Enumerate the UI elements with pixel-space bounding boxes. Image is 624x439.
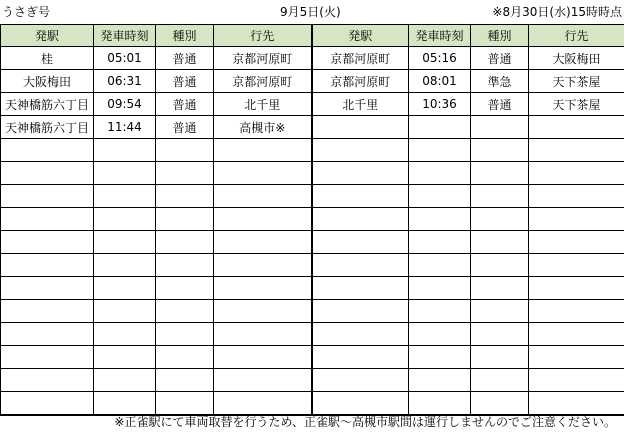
cell-destination xyxy=(529,185,624,208)
cell-train-type: 普通 xyxy=(156,47,214,70)
cell-destination xyxy=(529,277,624,300)
table-row xyxy=(1,162,624,185)
cell-departure-time xyxy=(94,139,156,162)
cell-destination xyxy=(529,346,624,369)
cell-destination xyxy=(214,277,312,300)
cell-departure-time xyxy=(94,277,156,300)
cell-departure-station xyxy=(312,392,409,416)
cell-departure-station xyxy=(1,369,94,392)
cell-train-type xyxy=(471,277,529,300)
cell-train-type xyxy=(471,185,529,208)
column-header-departure-station-outbound: 発駅 xyxy=(1,25,94,47)
cell-train-type xyxy=(156,208,214,231)
cell-destination xyxy=(214,323,312,346)
cell-departure-station xyxy=(312,162,409,185)
cell-departure-station xyxy=(312,346,409,369)
cell-train-type xyxy=(471,323,529,346)
cell-departure-station xyxy=(1,346,94,369)
cell-departure-time xyxy=(409,208,471,231)
cell-train-type xyxy=(471,346,529,369)
cell-train-type: 準急 xyxy=(471,70,529,93)
table-row xyxy=(1,300,624,323)
cell-train-type xyxy=(471,231,529,254)
cell-departure-time: 11:44 xyxy=(94,116,156,139)
cell-departure-station xyxy=(1,392,94,416)
cell-departure-time xyxy=(409,231,471,254)
cell-departure-time xyxy=(94,208,156,231)
cell-train-type: 普通 xyxy=(471,93,529,116)
cell-departure-time: 06:31 xyxy=(94,70,156,93)
cell-departure-station xyxy=(312,139,409,162)
cell-train-type xyxy=(156,162,214,185)
cell-train-type xyxy=(471,369,529,392)
cell-departure-station xyxy=(312,116,409,139)
column-header-row xyxy=(1,25,624,47)
table-row xyxy=(1,369,624,392)
cell-destination xyxy=(529,116,624,139)
cell-train-type xyxy=(471,116,529,139)
date-label: 9月5日(火) xyxy=(280,5,341,19)
cell-destination xyxy=(214,231,312,254)
column-header-departure-time-outbound: 発車時刻 xyxy=(94,25,156,47)
cell-train-type xyxy=(156,346,214,369)
table-row xyxy=(1,277,624,300)
cell-departure-time: 10:36 xyxy=(409,93,471,116)
cell-destination xyxy=(529,139,624,162)
cell-train-type xyxy=(471,300,529,323)
table-row xyxy=(1,323,624,346)
cell-destination xyxy=(214,369,312,392)
cell-departure-station: 京都河原町 xyxy=(312,47,409,70)
cell-departure-time: 09:54 xyxy=(94,93,156,116)
column-header-destination-return: 行先 xyxy=(529,25,624,47)
table-row xyxy=(1,185,624,208)
cell-departure-station xyxy=(312,185,409,208)
table-row xyxy=(1,231,624,254)
cell-departure-station xyxy=(1,254,94,277)
cell-departure-station xyxy=(1,300,94,323)
sheet-header xyxy=(0,0,624,24)
cell-destination xyxy=(214,162,312,185)
cell-departure-time xyxy=(409,254,471,277)
cell-destination: 天下茶屋 xyxy=(529,93,624,116)
cell-train-type: 普通 xyxy=(156,93,214,116)
cell-departure-station xyxy=(312,323,409,346)
cell-destination xyxy=(214,392,312,416)
cell-departure-time: 05:16 xyxy=(409,47,471,70)
cell-destination xyxy=(214,208,312,231)
cell-train-type xyxy=(156,231,214,254)
cell-departure-station xyxy=(312,300,409,323)
cell-destination: 北千里 xyxy=(214,93,312,116)
cell-departure-station xyxy=(1,277,94,300)
cell-departure-station xyxy=(312,208,409,231)
cell-train-type xyxy=(156,392,214,416)
cell-departure-station xyxy=(1,208,94,231)
table-row xyxy=(1,47,624,70)
cell-departure-station xyxy=(1,185,94,208)
table-row xyxy=(1,392,624,416)
column-header-departure-station-return: 発駅 xyxy=(312,25,409,47)
cell-train-type xyxy=(156,139,214,162)
cell-destination: 高槻市※ xyxy=(214,116,312,139)
cell-departure-station: 桂 xyxy=(1,47,94,70)
cell-departure-station: 京都河原町 xyxy=(312,70,409,93)
cell-departure-station xyxy=(312,277,409,300)
cell-train-type xyxy=(471,208,529,231)
cell-destination: 京都河原町 xyxy=(214,70,312,93)
table-row xyxy=(1,116,624,139)
cell-departure-time xyxy=(94,254,156,277)
cell-departure-station xyxy=(1,231,94,254)
cell-departure-time xyxy=(94,346,156,369)
cell-destination xyxy=(529,323,624,346)
cell-departure-time xyxy=(94,369,156,392)
as-of-note: ※8月30日(水)15時時点 xyxy=(492,5,622,19)
cell-departure-time xyxy=(94,162,156,185)
cell-departure-time xyxy=(409,139,471,162)
cell-departure-time xyxy=(409,323,471,346)
cell-train-type xyxy=(156,369,214,392)
cell-destination xyxy=(214,254,312,277)
table-row xyxy=(1,93,624,116)
cell-destination xyxy=(529,254,624,277)
cell-departure-station: 天神橋筋六丁目 xyxy=(1,116,94,139)
cell-destination: 京都河原町 xyxy=(214,47,312,70)
cell-departure-time xyxy=(409,369,471,392)
footnote: ※正雀駅にて車両取替を行うため、正雀駅～高槻市駅間は運行しませんのでご注意ください。 xyxy=(114,415,616,429)
cell-destination xyxy=(529,208,624,231)
cell-departure-station: 北千里 xyxy=(312,93,409,116)
cell-train-type xyxy=(471,254,529,277)
cell-departure-station xyxy=(312,369,409,392)
cell-departure-time xyxy=(409,392,471,416)
cell-destination xyxy=(214,300,312,323)
cell-departure-time xyxy=(94,231,156,254)
cell-departure-station xyxy=(1,323,94,346)
schedule-table xyxy=(0,24,624,416)
cell-train-type: 普通 xyxy=(156,116,214,139)
cell-departure-time xyxy=(409,162,471,185)
cell-train-type: 普通 xyxy=(156,70,214,93)
cell-departure-station xyxy=(312,231,409,254)
cell-destination xyxy=(529,369,624,392)
schedule-body xyxy=(1,47,624,416)
table-row xyxy=(1,346,624,369)
cell-train-type xyxy=(156,323,214,346)
cell-destination xyxy=(214,185,312,208)
column-header-train-type-outbound: 種別 xyxy=(156,25,214,47)
cell-departure-time xyxy=(409,116,471,139)
cell-train-type xyxy=(156,300,214,323)
cell-departure-time: 08:01 xyxy=(409,70,471,93)
cell-departure-time xyxy=(409,346,471,369)
cell-departure-station xyxy=(1,162,94,185)
cell-departure-time xyxy=(94,323,156,346)
table-row xyxy=(1,139,624,162)
cell-train-type xyxy=(471,392,529,416)
table-row xyxy=(1,208,624,231)
cell-destination xyxy=(529,231,624,254)
cell-departure-station xyxy=(1,139,94,162)
cell-departure-time xyxy=(94,300,156,323)
cell-destination: 天下茶屋 xyxy=(529,70,624,93)
table-row xyxy=(1,70,624,93)
cell-departure-station: 大阪梅田 xyxy=(1,70,94,93)
cell-train-type xyxy=(156,185,214,208)
cell-train-type xyxy=(156,254,214,277)
cell-train-type: 普通 xyxy=(471,47,529,70)
column-header-departure-time-return: 発車時刻 xyxy=(409,25,471,47)
cell-train-type xyxy=(471,162,529,185)
cell-departure-station: 天神橋筋六丁目 xyxy=(1,93,94,116)
column-header-train-type-return: 種別 xyxy=(471,25,529,47)
cell-destination: 大阪梅田 xyxy=(529,47,624,70)
cell-destination xyxy=(214,346,312,369)
column-header-destination-outbound: 行先 xyxy=(214,25,312,47)
cell-train-type xyxy=(156,277,214,300)
cell-departure-time xyxy=(94,392,156,416)
cell-departure-time: 05:01 xyxy=(94,47,156,70)
cell-departure-time xyxy=(409,277,471,300)
cell-departure-time xyxy=(409,185,471,208)
table-row xyxy=(1,254,624,277)
cell-destination xyxy=(529,300,624,323)
train-name: うさぎ号 xyxy=(2,5,51,19)
cell-departure-station xyxy=(312,254,409,277)
cell-destination xyxy=(529,162,624,185)
cell-departure-time xyxy=(94,185,156,208)
cell-destination xyxy=(214,139,312,162)
cell-train-type xyxy=(471,139,529,162)
cell-departure-time xyxy=(409,300,471,323)
cell-destination xyxy=(529,392,624,416)
